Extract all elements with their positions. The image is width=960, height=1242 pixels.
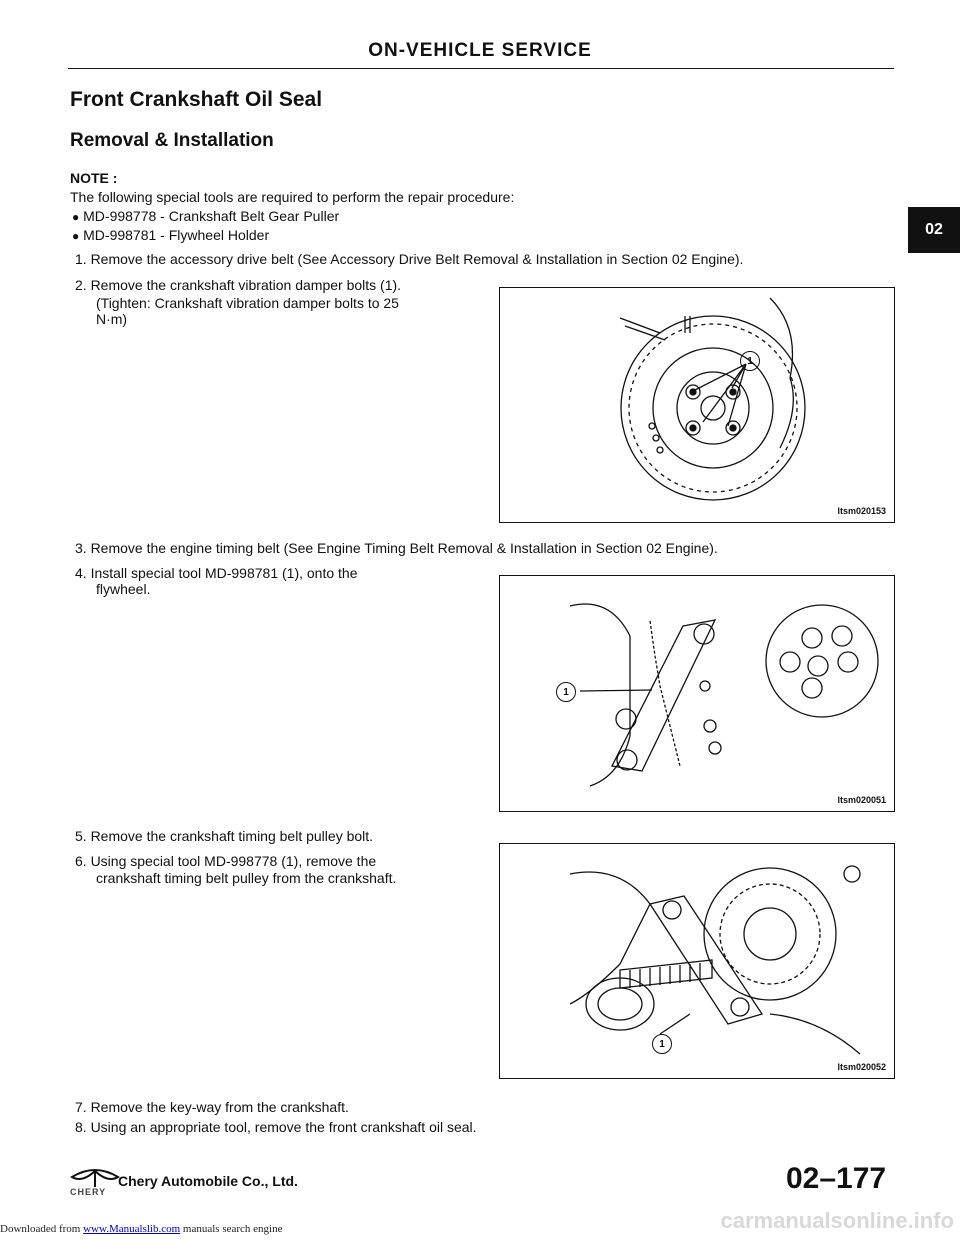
step-6: 6. Using special tool MD-998778 (1), remove the bbox=[75, 853, 377, 869]
download-suffix: manuals search engine bbox=[182, 1223, 283, 1235]
tool-list-item bbox=[72, 207, 339, 226]
section-subtitle: Removal & Installation bbox=[70, 130, 274, 151]
figure-2-caption: ltsm020051 bbox=[837, 795, 886, 805]
step-2: 2. Remove the crankshaft vibration damper bolts (1). bbox=[75, 277, 402, 293]
section-tab[interactable]: 02 bbox=[908, 207, 960, 253]
bullet-icon: ● bbox=[72, 210, 80, 224]
callout-1-fig1: 1 bbox=[740, 351, 760, 371]
manualslib-link[interactable]: www.Manualslib.com bbox=[83, 1223, 181, 1235]
logo-text: CHERY bbox=[70, 1187, 107, 1197]
page-number: 02–177 bbox=[786, 1162, 887, 1195]
figure-3-caption: ltsm020052 bbox=[837, 1062, 886, 1072]
note-intro: The following special tools are required to perform the repair procedure: bbox=[70, 189, 515, 205]
note-label: NOTE : bbox=[70, 170, 118, 186]
footer-company: Chery Automobile Co., Ltd. bbox=[118, 1173, 298, 1189]
figure-vibration-damper bbox=[499, 287, 895, 523]
tool-list-item bbox=[72, 226, 269, 245]
figure-1-caption: ltsm020153 bbox=[837, 506, 886, 516]
step-5: 5. Remove the crankshaft timing belt pulley bolt. bbox=[75, 828, 374, 844]
callout-1-fig2: 1 bbox=[556, 682, 576, 702]
step-8: 8. Using an appropriate tool, remove the front crankshaft oil seal. bbox=[75, 1119, 477, 1135]
page-title: Front Crankshaft Oil Seal bbox=[70, 88, 323, 111]
figure-belt-gear-puller bbox=[499, 843, 895, 1079]
figure-flywheel-holder bbox=[499, 575, 895, 812]
tool-1-text: MD-998778 - Crankshaft Belt Gear Puller bbox=[83, 208, 340, 224]
step-2-torque: (Tighten: Crankshaft vibration damper bolts to 25 bbox=[96, 295, 399, 311]
step-4: 4. Install special tool MD-998781 (1), onto the bbox=[75, 565, 358, 581]
bullet-icon: ● bbox=[72, 229, 80, 243]
step-3: 3. Remove the engine timing belt (See Engine Timing Belt Removal & Installation in Section 02 Engine). bbox=[75, 540, 718, 556]
step-6-cont: crankshaft timing belt pulley from the crankshaft. bbox=[96, 870, 397, 886]
step-1: 1. Remove the accessory drive belt (See Accessory Drive Belt Removal & Installation in Section 02 Engine). bbox=[75, 251, 744, 267]
callout-1-fig3: 1 bbox=[652, 1034, 672, 1054]
chery-logo bbox=[68, 1165, 122, 1199]
watermark-text: carmanualsonline.info bbox=[720, 1208, 954, 1233]
step-2-torque-unit: N·m) bbox=[96, 311, 128, 327]
step-7: 7. Remove the key-way from the crankshaft. bbox=[75, 1099, 349, 1115]
download-prefix: Downloaded from bbox=[0, 1223, 81, 1235]
download-line bbox=[0, 1223, 282, 1235]
step-4-cont: flywheel. bbox=[96, 581, 151, 597]
vibration-damper-illustration bbox=[500, 288, 894, 522]
belt-gear-puller-illustration bbox=[500, 844, 894, 1078]
tool-2-text: MD-998781 - Flywheel Holder bbox=[83, 227, 270, 243]
page-header-title: ON-VEHICLE SERVICE bbox=[368, 40, 592, 61]
header-divider bbox=[68, 68, 894, 69]
